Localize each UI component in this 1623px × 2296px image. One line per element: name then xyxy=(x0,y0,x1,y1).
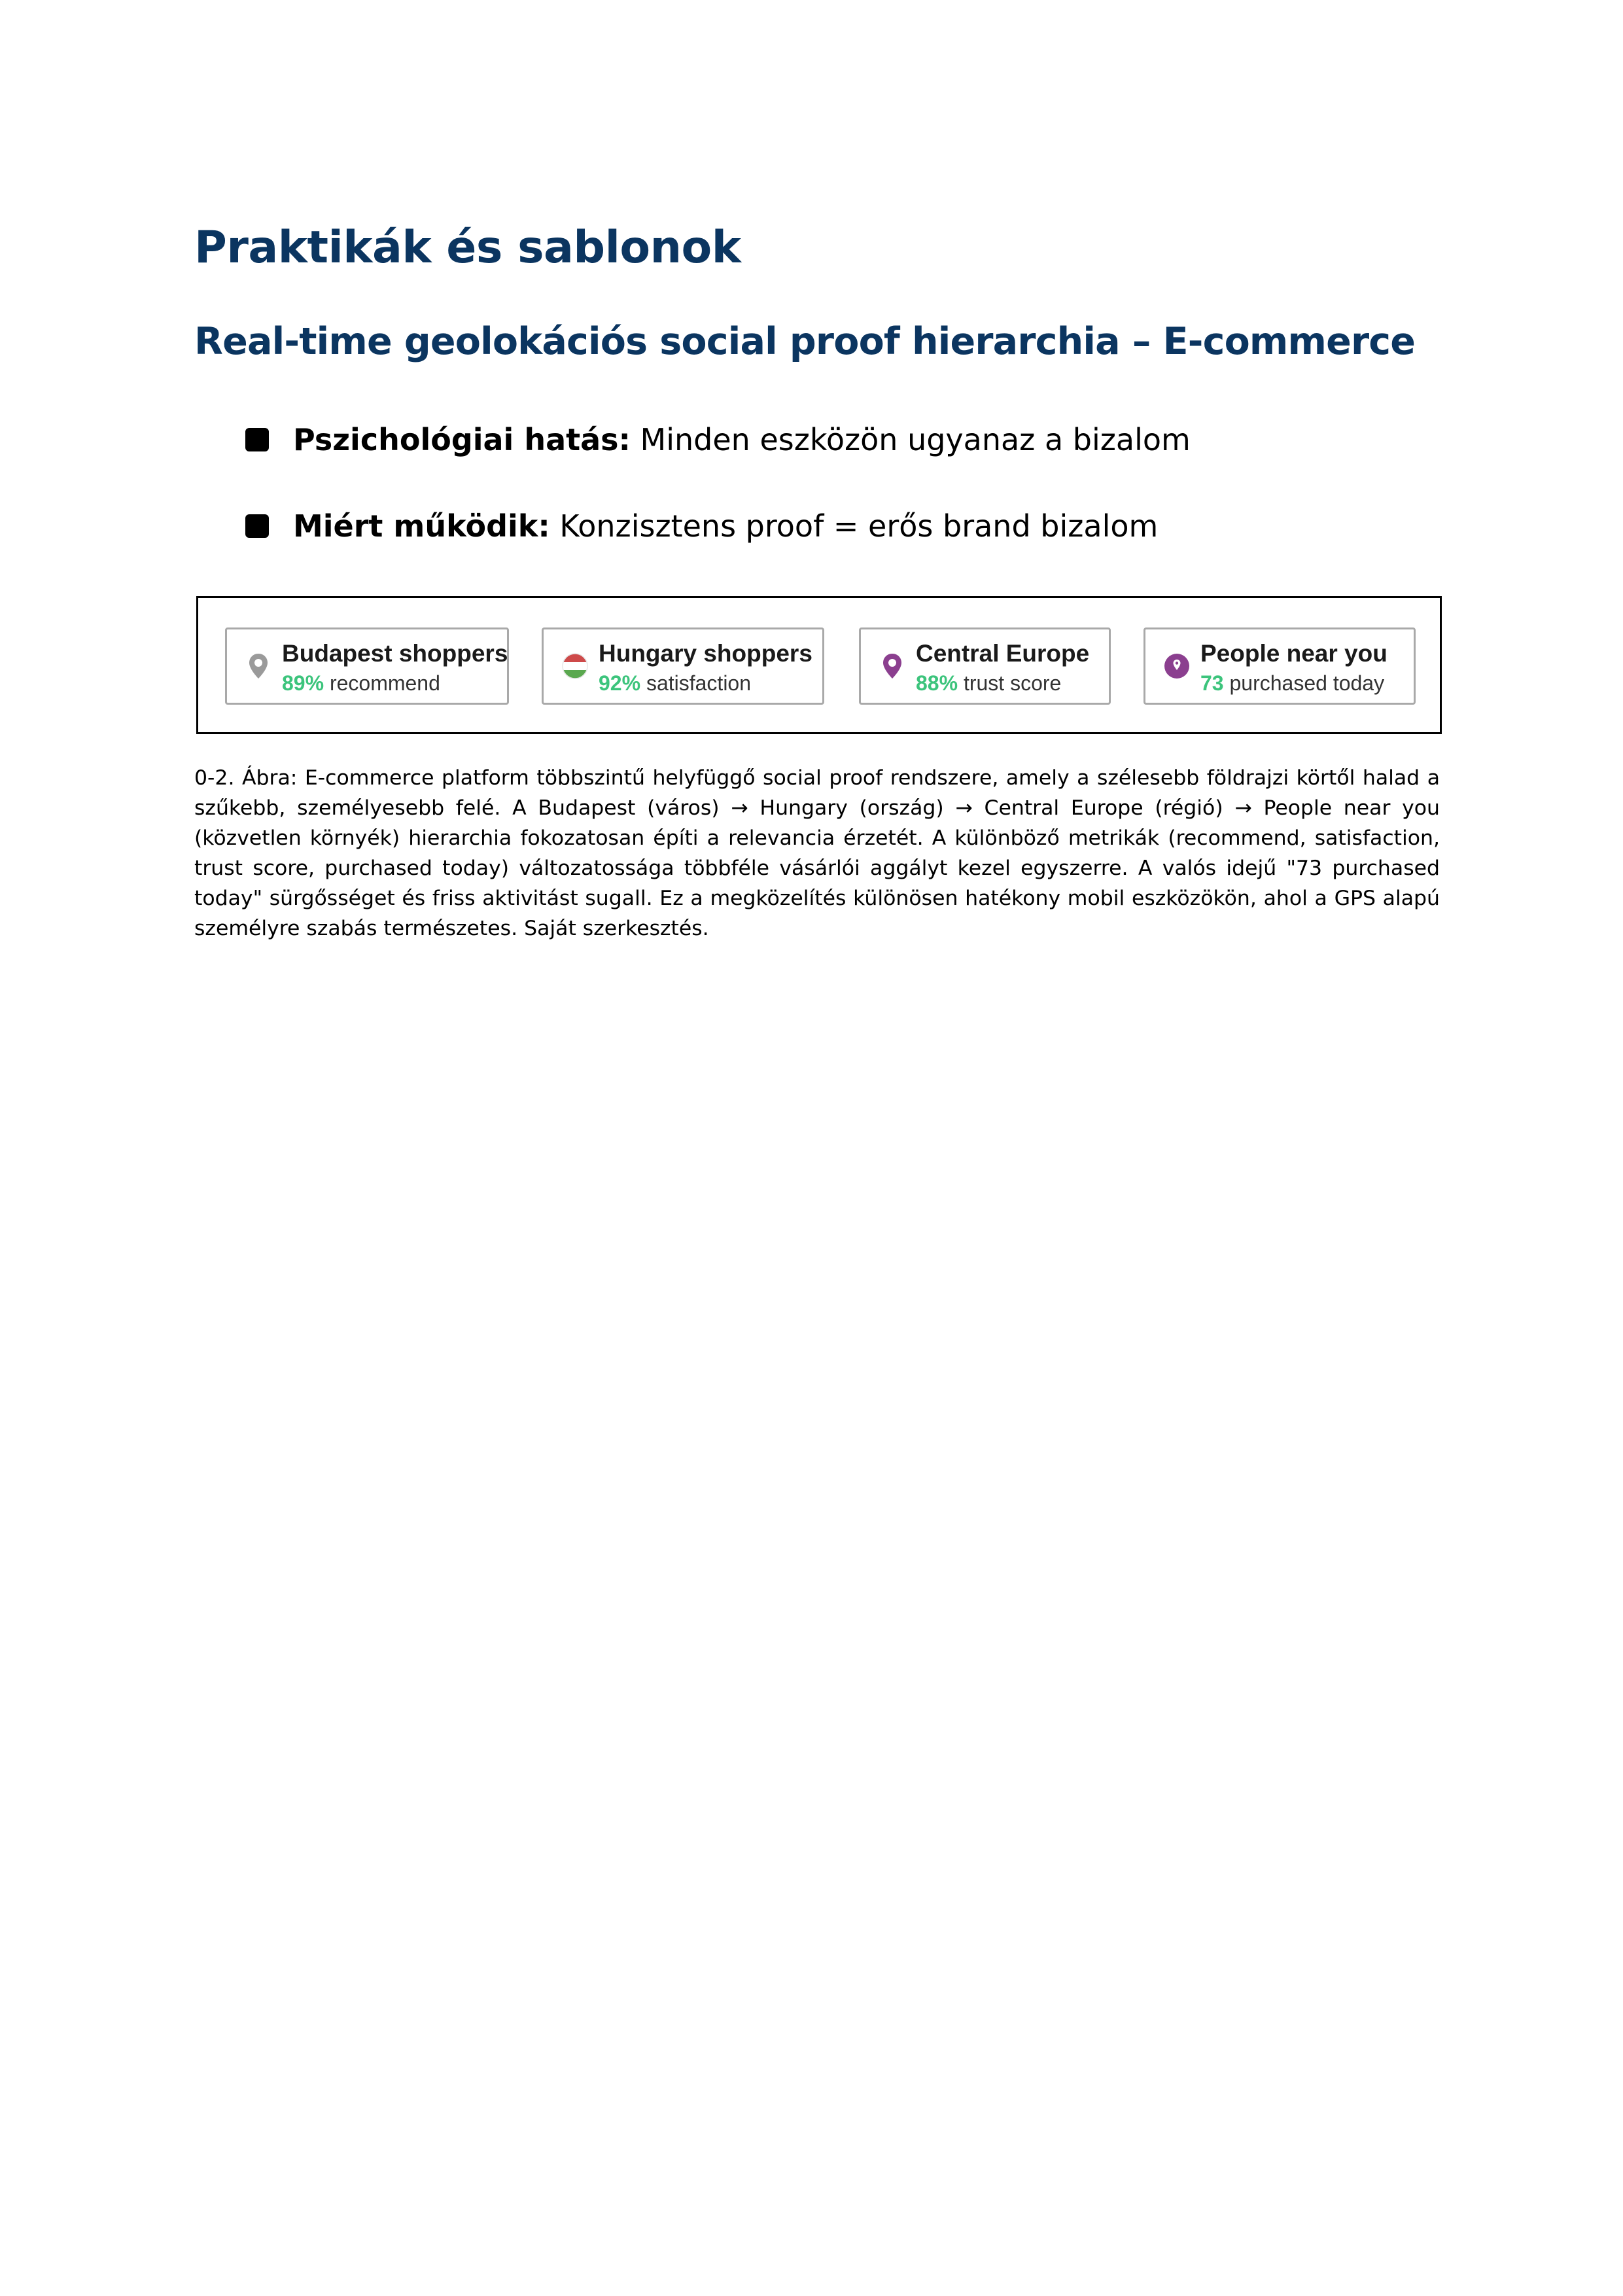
card-title: Central Europe xyxy=(916,640,1090,667)
card-value: 73 xyxy=(1200,671,1224,695)
card-title: Hungary shoppers xyxy=(599,640,812,667)
proof-card-budapest xyxy=(225,627,509,705)
card-metric-label: satisfaction xyxy=(640,671,752,695)
card-value: 92% xyxy=(599,671,641,695)
page-title: Praktikák és sablonok xyxy=(194,222,741,274)
bullet-body: Konzisztens proof = erős brand bizalom xyxy=(550,508,1159,544)
bullet-marker-icon xyxy=(245,514,269,538)
hungary-flag-icon xyxy=(561,652,589,680)
bullet-label: Miért működik: xyxy=(293,508,550,544)
bullet-body: Minden eszközön ugyanaz a bizalom xyxy=(630,422,1191,457)
card-value: 89% xyxy=(282,671,324,695)
figure-caption: 0-2. Ábra: E-commerce platform többszintű helyfüggő social proof rendszere, amely a szélesebb földrajzi körtől halad a szűkebb, személyesebb felé. A Budapest (város) → Hungary (ország) → Central Europe (régió) → People near you (közvetlen környék) hierarchia fokozatosan építi a relevancia érzetét. A különböző metrikák (recommend, satisfaction, trust score, purchased today) változatossága többféle vásárlói aggályt kezel egyszerre. A valós idejű "73 purchased today" sürgősséget és friss aktivitást sugall. Ez a megközelítés különösen hatékony mobil eszközökön, ahol a GPS alapú személyre szabás természetes. Saját szerkesztés. xyxy=(194,766,1440,940)
card-metric-label: purchased today xyxy=(1223,671,1385,695)
location-pin-grey-icon xyxy=(244,652,273,680)
bullet-text xyxy=(293,500,1158,552)
section-title: Real-time geolokációs social proof hierarchia – E-commerce xyxy=(194,320,1416,363)
card-title: People near you xyxy=(1200,640,1387,667)
proof-card-hungary xyxy=(542,627,824,705)
social-proof-figure xyxy=(196,596,1442,734)
card-metric-label: recommend xyxy=(324,671,440,695)
card-metric xyxy=(1200,670,1384,696)
bullet-label: Pszichológiai hatás: xyxy=(293,422,631,457)
proof-card-central-europe xyxy=(859,627,1111,705)
card-metric xyxy=(599,670,751,696)
card-title: Budapest shoppers xyxy=(282,640,508,667)
location-pin-purple-icon xyxy=(878,652,907,680)
proof-card-people-near-you xyxy=(1143,627,1416,705)
bullet-text xyxy=(293,414,1191,466)
card-metric xyxy=(282,670,440,696)
card-value: 88% xyxy=(916,671,958,695)
bullet-marker-icon xyxy=(245,428,269,451)
card-metric xyxy=(916,670,1061,696)
location-pin-circle-icon xyxy=(1162,652,1191,680)
card-metric-label: trust score xyxy=(958,671,1062,695)
